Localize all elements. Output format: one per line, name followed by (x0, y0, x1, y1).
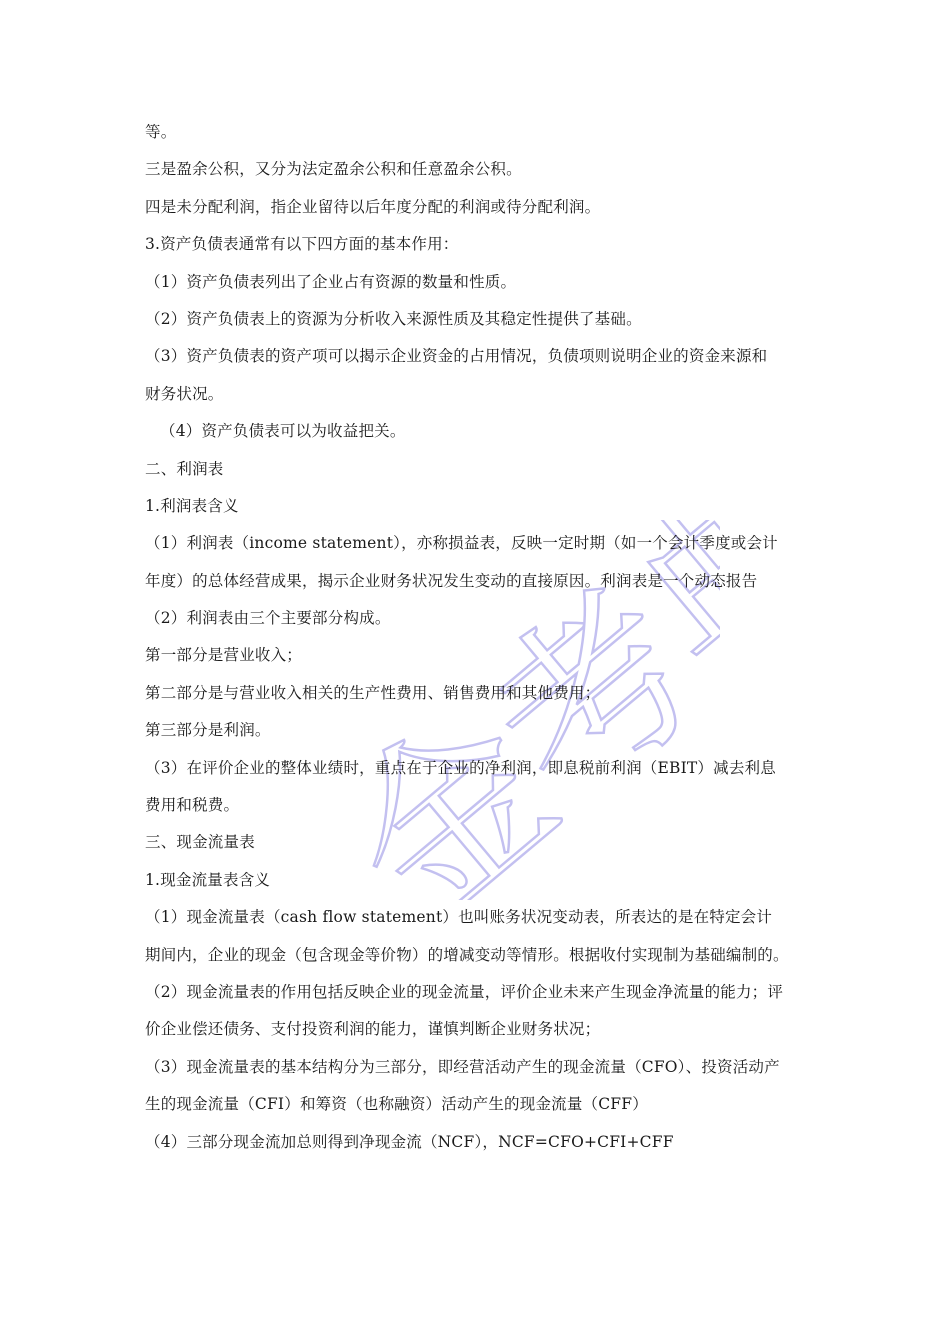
watermark-text: 金考典 (306, 520, 720, 900)
text-line: 费用和税费。 (145, 796, 240, 815)
list-item: （2）资产负债表上的资源为分析收入来源性质及其稳定性提供了基础。 (145, 309, 642, 328)
text-line: 年度）的总体经营成果，揭示企业财务状况发生变动的直接原因。利润表是一个动态报告 (145, 571, 758, 590)
list-item: （3）在评价企业的整体业绩时，重点在于企业的净利润，即息税前利润（EBIT）减去利息 (145, 758, 776, 777)
section-heading: 三、现金流量表 (145, 833, 255, 852)
text-line: 四是未分配利润，指企业留待以后年度分配的利润或待分配利润。 (145, 197, 601, 216)
list-item: （3）现金流量表的基本结构分为三部分，即经营活动产生的现金流量（CFO）、投资活动产 (145, 1057, 780, 1076)
text-line: 三是盈余公积，又分为法定盈余公积和任意盈余公积。 (145, 160, 522, 179)
text-line: 第二部分是与营业收入相关的生产性费用、销售费用和其他费用； (145, 683, 601, 702)
list-item: （1）利润表（income statement），亦称损益表，反映一定时期（如一个会计季度或会计 (145, 534, 778, 553)
text-line: 3.资产负债表通常有以下四方面的基本作用： (145, 235, 459, 254)
list-item: （3）资产负债表的资产项可以揭示企业资金的占用情况，负债项则说明企业的资金来源和 (145, 347, 768, 366)
text-line: 第三部分是利润。 (145, 721, 271, 740)
list-item: （4）资产负债表可以为收益把关。 (160, 422, 406, 441)
text-line: 生的现金流量（CFI）和筹资（也称融资）活动产生的现金流量（CFF） (145, 1095, 648, 1114)
text-line: 等。 (145, 123, 177, 141)
subsection-heading: 1.利润表含义 (145, 496, 239, 515)
list-item: （2）现金流量表的作用包括反映企业的现金流量，评价企业未来产生现金净流量的能力；评 (145, 982, 784, 1001)
body-text (145, 114, 810, 1161)
text-line: 第一部分是营业收入； (145, 646, 303, 665)
section-heading: 二、利润表 (145, 459, 224, 478)
subsection-heading: 1.现金流量表含义 (145, 870, 271, 889)
text-line: 财务状况。 (145, 384, 224, 403)
list-item: （1）现金流量表（cash flow statement）也叫账务状况变动表，所表达的是在特定会计 (145, 908, 773, 927)
list-item: （4）三部分现金流加总则得到净现金流（NCF），NCF=CFO+CFI+CFF (145, 1132, 674, 1151)
text-line: 价企业偿还债务、支付投资利润的能力，谨慎判断企业财务状况； (145, 1020, 601, 1039)
list-item: （2）利润表由三个主要部分构成。 (145, 609, 391, 628)
text-line: 期间内，企业的现金（包含现金等价物）的增减变动等情形。根据收付实现制为基础编制的。 (145, 945, 789, 964)
list-item: （1）资产负债表列出了企业占有资源的数量和性质。 (145, 272, 517, 291)
